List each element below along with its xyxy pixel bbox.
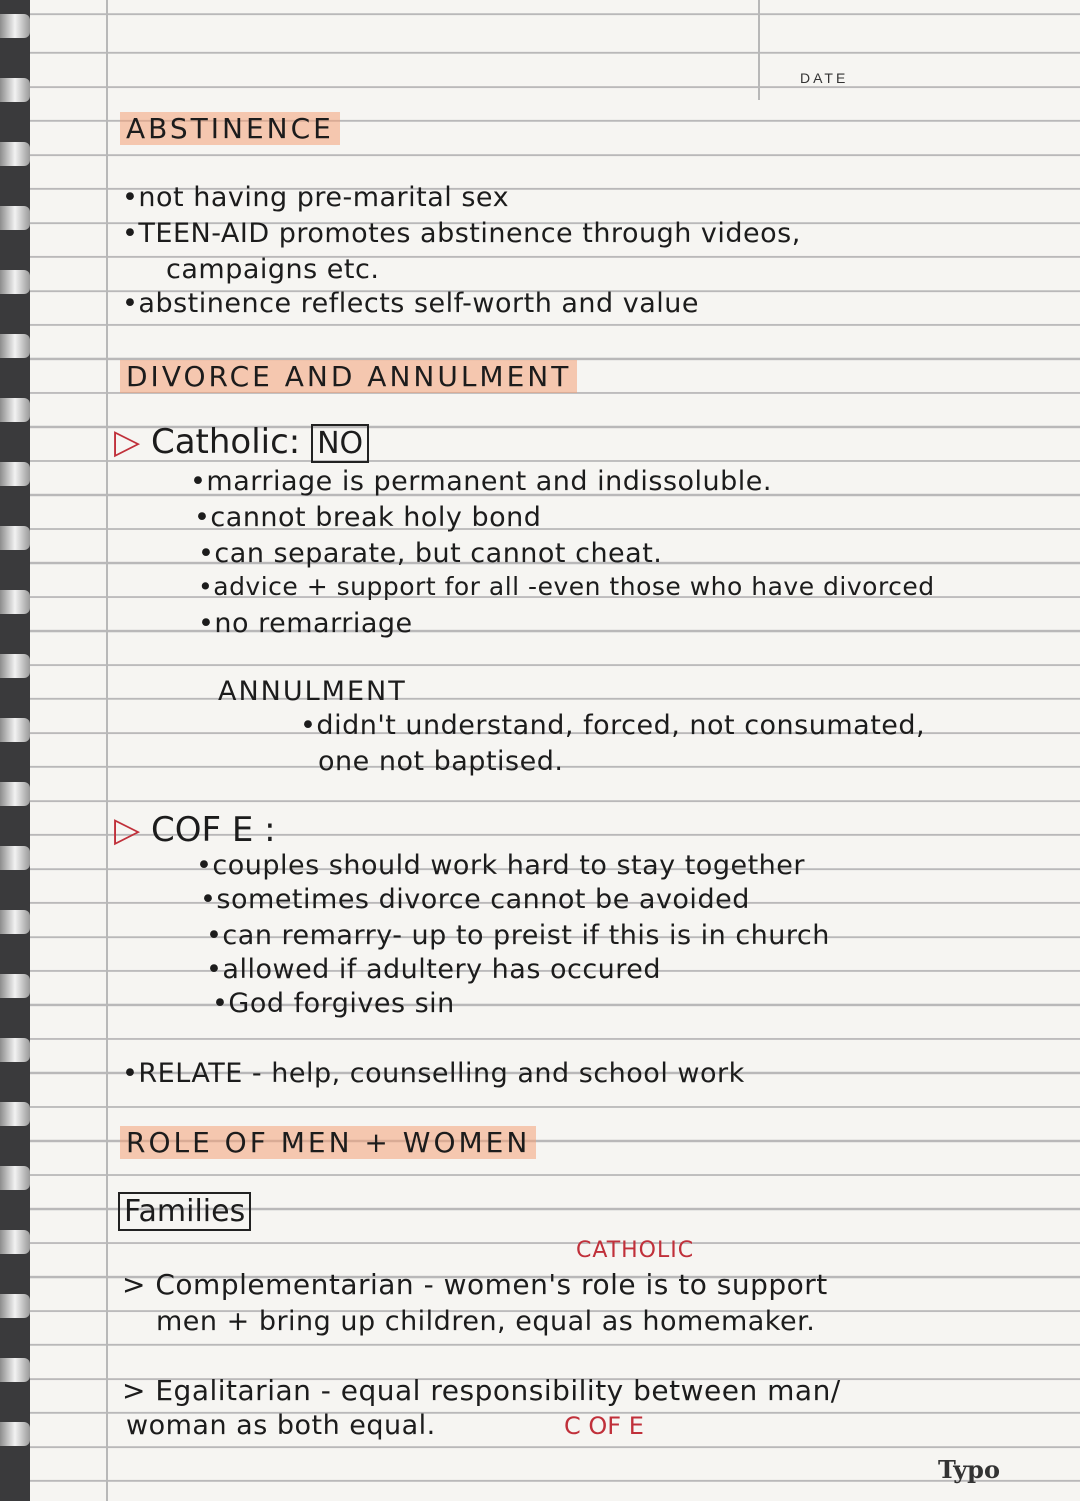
annulment-line: •didn't understand, forced, not consumated, [300,710,926,741]
egalitarian-line: > Egalitarian - equal responsibility between man/ [122,1374,841,1407]
arrow-icon: ▷ [114,422,141,462]
divorce-heading: DIVORCE AND ANNULMENT [120,360,577,393]
cofe-point: •couples should work hard to stay together [196,850,805,881]
arrow-icon: ▷ [114,810,141,850]
abstinence-heading: ABSTINENCE [120,112,340,145]
date-label: DATE [800,70,849,86]
binding-ring [0,974,30,998]
binding-ring [0,1166,30,1190]
binding-ring [0,398,30,422]
catholic-point: •no remarriage [198,608,413,639]
catholic-point: •cannot break holy bond [194,502,542,533]
catholic-tag: CATHOLIC [576,1238,695,1263]
abstinence-line: •TEEN-AID promotes abstinence through videos, [122,218,801,249]
cofe-point: •sometimes divorce cannot be avoided [200,884,750,915]
catholic-point: •marriage is permanent and indissoluble. [190,466,772,497]
binding-ring [0,1230,30,1254]
binding-ring [0,14,30,38]
binding-ring [0,654,30,678]
binding-ring [0,206,30,230]
binding-ring [0,1038,30,1062]
binding-ring [0,782,30,806]
complementarian-line: > Complementarian - women's role is to support [122,1268,828,1301]
binding-ring [0,1358,30,1382]
binding-ring [0,270,30,294]
binding-ring [0,590,30,614]
abstinence-line: •not having pre-marital sex [122,182,510,213]
binding-ring [0,846,30,870]
margin-line [106,0,108,1501]
catholic-point: •advice + support for all -even those who have divorced [198,572,935,601]
catholic-answer: NO [311,424,369,463]
egalitarian-line: woman as both equal. [126,1410,436,1441]
complementarian-line: men + bring up children, equal as homemaker. [156,1306,816,1337]
date-box-divider [758,0,760,100]
cofe-point: •can remarry- up to preist if this is in church [206,920,830,951]
binding-ring [0,718,30,742]
families-label: Families [118,1194,251,1229]
binding-ring [0,1102,30,1126]
cofe-row [114,810,276,850]
binding-ring [0,78,30,102]
catholic-point: •can separate, but cannot cheat. [198,538,663,569]
notebook-page [30,0,1080,1501]
binding-ring [0,1294,30,1318]
binding-ring [0,142,30,166]
annulment-heading: ANNULMENT [218,676,407,707]
binding-ring [0,462,30,486]
cofe-label: COF E : [150,810,276,850]
cofe-point: •God forgives sin [212,988,455,1019]
catholic-label: Catholic: [150,422,301,462]
abstinence-line: •abstinence reflects self-worth and value [122,288,700,319]
spiral-binding [0,0,30,1501]
binding-ring [0,910,30,934]
brand-logo: Typo [938,1455,1000,1484]
cofe-tag: C OF E [564,1412,644,1440]
cofe-point: •allowed if adultery has occured [206,954,662,985]
binding-ring [0,526,30,550]
catholic-row [114,422,369,462]
binding-ring [0,334,30,358]
roles-heading: ROLE OF MEN + WOMEN [120,1126,536,1159]
abstinence-line: campaigns etc. [166,254,380,285]
binding-ring [0,1422,30,1446]
annulment-line: one not baptised. [318,746,564,777]
relate-line: •RELATE - help, counselling and school work [122,1058,745,1089]
